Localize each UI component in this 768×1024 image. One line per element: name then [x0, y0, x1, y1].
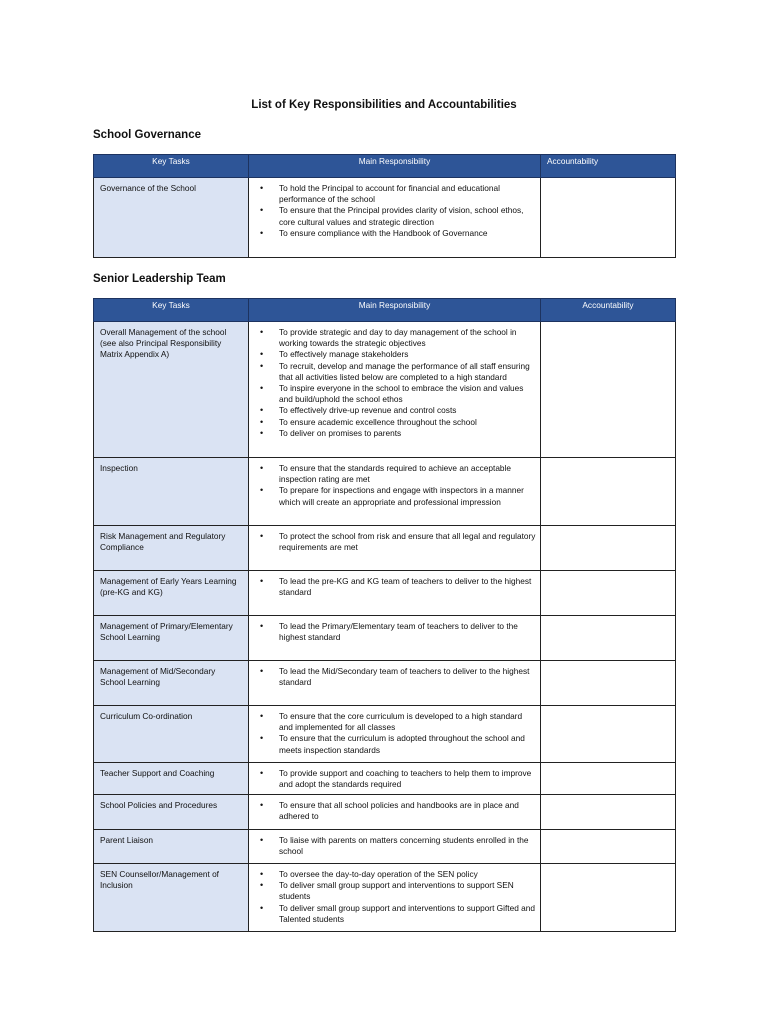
key-task-cell: Governance of the School — [94, 178, 249, 258]
responsibility-item: • To ensure academic excellence throughout the school — [253, 417, 536, 428]
main-responsibility-cell — [249, 864, 541, 932]
table-row — [94, 526, 676, 571]
main-responsibility-cell — [249, 322, 541, 458]
responsibility-item: • To effectively drive-up revenue and control costs — [253, 405, 536, 416]
responsibility-item: • To lead the Primary/Elementary team of teachers to deliver to the highest standard — [253, 621, 536, 643]
key-task-cell: Teacher Support and Coaching — [94, 763, 249, 795]
responsibility-item: • To ensure compliance with the Handbook of Governance — [253, 228, 536, 239]
page-title: List of Key Responsibilities and Accountabilities — [251, 99, 517, 111]
main-responsibility-cell — [249, 763, 541, 795]
table-row — [94, 830, 676, 864]
responsibility-item: • To ensure that the Principal provides clarity of vision, school ethos, core cultural values and strategic direction — [253, 205, 536, 227]
table-row — [94, 763, 676, 795]
table-row — [94, 795, 676, 830]
responsibility-item: • To provide strategic and day to day management of the school in working towards the strategic objectives — [253, 327, 536, 349]
table-row — [94, 616, 676, 661]
key-task-cell: Parent Liaison — [94, 830, 249, 864]
table-header-row — [94, 155, 676, 178]
responsibility-item: • To recruit, develop and manage the performance of all staff ensuring that all activities listed below are completed to a high standard — [253, 361, 536, 383]
header-key-tasks: Key Tasks — [94, 155, 249, 178]
accountability-cell — [541, 458, 676, 526]
responsibility-list — [253, 463, 536, 508]
main-responsibility-cell — [249, 706, 541, 763]
main-responsibility-cell — [249, 178, 541, 258]
table-row — [94, 661, 676, 706]
table-row — [94, 458, 676, 526]
responsibility-item: • To hold the Principal to account for financial and educational performance of the school — [253, 183, 536, 205]
main-responsibility-cell — [249, 795, 541, 830]
key-task-cell: School Policies and Procedures — [94, 795, 249, 830]
header-main-responsibility: Main Responsibility — [249, 155, 541, 178]
key-task-cell: Curriculum Co-ordination — [94, 706, 249, 763]
main-responsibility-cell — [249, 661, 541, 706]
accountability-cell — [541, 763, 676, 795]
key-task-cell: Overall Management of the school (see also Principal Responsibility Matrix Appendix A) — [94, 322, 249, 458]
responsibility-item: • To deliver small group support and interventions to support SEN students — [253, 880, 536, 902]
responsibility-item: • To inspire everyone in the school to embrace the vision and values and build/uphold the school ethos — [253, 383, 536, 405]
accountability-cell — [541, 616, 676, 661]
table-row — [94, 322, 676, 458]
accountability-cell — [541, 706, 676, 763]
main-responsibility-cell — [249, 830, 541, 864]
responsibility-list — [253, 327, 536, 439]
responsibility-list — [253, 576, 536, 598]
section-heading-governance: School Governance — [93, 129, 202, 141]
responsibility-item: • To deliver on promises to parents — [253, 428, 536, 439]
key-task-cell: SEN Counsellor/Management of Inclusion — [94, 864, 249, 932]
responsibility-item: • To oversee the day-to-day operation of the SEN policy — [253, 869, 536, 880]
responsibility-list — [253, 835, 536, 857]
main-responsibility-cell — [249, 616, 541, 661]
responsibility-list — [253, 768, 536, 790]
accountability-cell — [541, 830, 676, 864]
table-header-row — [94, 299, 676, 322]
accountability-cell — [541, 178, 676, 258]
responsibility-item: • To provide support and coaching to teachers to help them to improve and adopt the standards required — [253, 768, 536, 790]
main-responsibility-cell — [249, 526, 541, 571]
table-row — [94, 864, 676, 932]
responsibility-item: • To liaise with parents on matters concerning students enrolled in the school — [253, 835, 536, 857]
table-row — [94, 571, 676, 616]
accountability-cell — [541, 864, 676, 932]
responsibility-item: • To ensure that the standards required to achieve an acceptable inspection rating are met — [253, 463, 536, 485]
key-task-cell: Risk Management and Regulatory Compliance — [94, 526, 249, 571]
header-accountability: Accountability — [541, 155, 676, 178]
section-heading-slt: Senior Leadership Team — [93, 273, 226, 285]
governance-table — [93, 154, 676, 258]
responsibility-item: • To ensure that the curriculum is adopted throughout the school and meets inspection standards — [253, 733, 536, 755]
responsibility-item: • To protect the school from risk and ensure that all legal and regulatory requirements are met — [253, 531, 536, 553]
accountability-cell — [541, 526, 676, 571]
responsibility-item: • To ensure that the core curriculum is developed to a high standard and implemented for all classes — [253, 711, 536, 733]
main-responsibility-cell — [249, 571, 541, 616]
responsibility-item: • To prepare for inspections and engage with inspectors in a manner which will create an appropriate and professional impression — [253, 485, 536, 507]
key-task-cell: Management of Primary/Elementary School Learning — [94, 616, 249, 661]
slt-table — [93, 298, 676, 932]
key-task-cell: Management of Early Years Learning (pre-KG and KG) — [94, 571, 249, 616]
responsibility-list — [253, 531, 536, 553]
header-main-responsibility: Main Responsibility — [249, 299, 541, 322]
responsibility-item: • To lead the Mid/Secondary team of teachers to deliver to the highest standard — [253, 666, 536, 688]
accountability-cell — [541, 795, 676, 830]
main-responsibility-cell — [249, 458, 541, 526]
responsibility-list — [253, 666, 536, 688]
responsibility-item: • To effectively manage stakeholders — [253, 349, 536, 360]
accountability-cell — [541, 322, 676, 458]
responsibility-list — [253, 183, 536, 239]
responsibility-item: • To lead the pre-KG and KG team of teachers to deliver to the highest standard — [253, 576, 536, 598]
header-key-tasks: Key Tasks — [94, 299, 249, 322]
responsibility-list — [253, 869, 536, 925]
table-row — [94, 706, 676, 763]
responsibility-item: • To ensure that all school policies and handbooks are in place and adhered to — [253, 800, 536, 822]
table-row — [94, 178, 676, 258]
accountability-cell — [541, 571, 676, 616]
responsibility-list — [253, 711, 536, 756]
accountability-cell — [541, 661, 676, 706]
key-task-cell: Inspection — [94, 458, 249, 526]
responsibility-list — [253, 621, 536, 643]
responsibility-list — [253, 800, 536, 822]
responsibility-item: • To deliver small group support and interventions to support Gifted and Talented students — [253, 903, 536, 925]
key-task-cell: Management of Mid/Secondary School Learning — [94, 661, 249, 706]
header-accountability: Accountability — [541, 299, 676, 322]
